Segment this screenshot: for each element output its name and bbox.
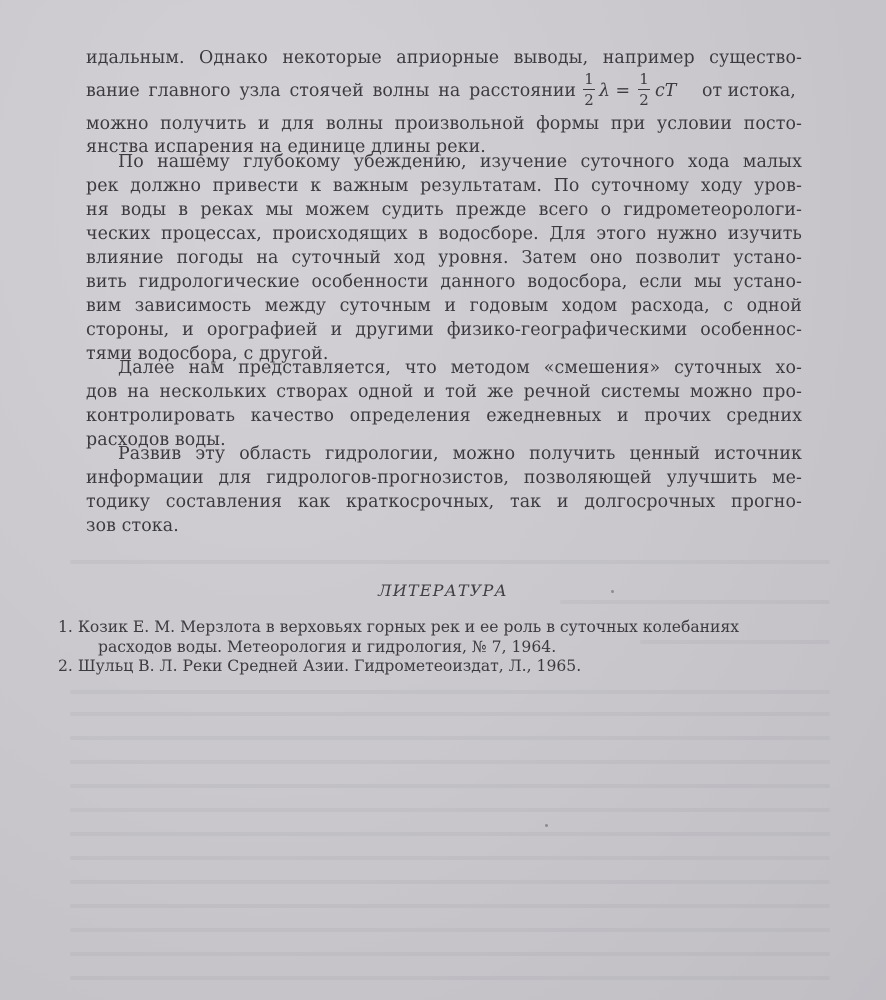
references-heading: ЛИТЕРАТУРА [378,581,508,600]
text-line: ня воды в реках мы можем судить прежде всего о гидрометеорологи- [86,200,802,220]
text-line: влияние погоды на суточный ход уровня. Затем оно позволит устано- [86,248,802,268]
fraction-denominator: 2 [584,91,594,109]
paper-speck [611,590,614,593]
text-line: По нашему глубокому убеждению, изучение суточного хода малых [118,152,802,172]
text-line: стороны, и орографией и другими физико-географическими особеннос- [86,320,802,340]
text-line: тями водосбора, с другой. [86,344,329,364]
text-line: идальным. Однако некоторые априорные выводы, например существо- [86,48,802,68]
text-line: янства испарения на единице длины реки. [86,137,486,157]
formula-line [86,70,802,112]
text-line: тодику составления как краткосрочных, так и долгосрочных прогно- [86,492,802,512]
text-line: можно получить и для волны произвольной формы при условии посто- [86,114,802,134]
text-line: Далее нам представляется, что методом «смешения» суточных хо- [118,358,802,378]
text-line: рек должно привести к важным результатам. По суточному ходу уров- [86,176,802,196]
text-line: зов стока. [86,516,179,536]
reference-item-continuation: расходов воды. Метеорология и гидрология, № 7, 1964. [98,638,557,656]
text-line: расходов воды. [86,430,226,450]
text-line: вим зависимость между суточным и годовым ходом расхода, с одной [86,296,802,316]
math-ct: cT [655,81,677,101]
fraction-denominator: 2 [639,91,649,109]
math-lambda: λ = [599,81,631,101]
reference-item: 1. Козик Е. М. Мерзлота в верховьях горных рек и ее роль в суточных колебаниях [58,618,740,636]
text-segment: от истока, [702,81,796,101]
reference-item: 2. Шульц В. Л. Реки Средней Азии. Гидрометеоиздат, Л., 1965. [58,657,582,675]
fraction-half [638,70,650,109]
paper-speck [545,824,548,827]
text-line: информации для гидрологов-прогнозистов, позволяющей улучшить ме- [86,468,802,488]
text-line: ческих процессах, происходящих в водосборе. Для этого нужно изучить [86,224,802,244]
fraction-numerator: 1 [584,70,594,88]
text-segment: вание главного узла стоячей волны на расстоянии [86,81,576,101]
text-line: контролировать качество определения ежедневных и прочих средних [86,406,802,426]
text-line: дов на нескольких створах одной и той же речной системы можно про- [86,382,802,402]
fraction-half [583,70,595,109]
text-line: вить гидрологические особенности данного водосбора, если мы устано- [86,272,802,292]
text-line: Развив эту область гидрологии, можно получить ценный источник [118,444,802,464]
fraction-numerator: 1 [639,70,649,88]
